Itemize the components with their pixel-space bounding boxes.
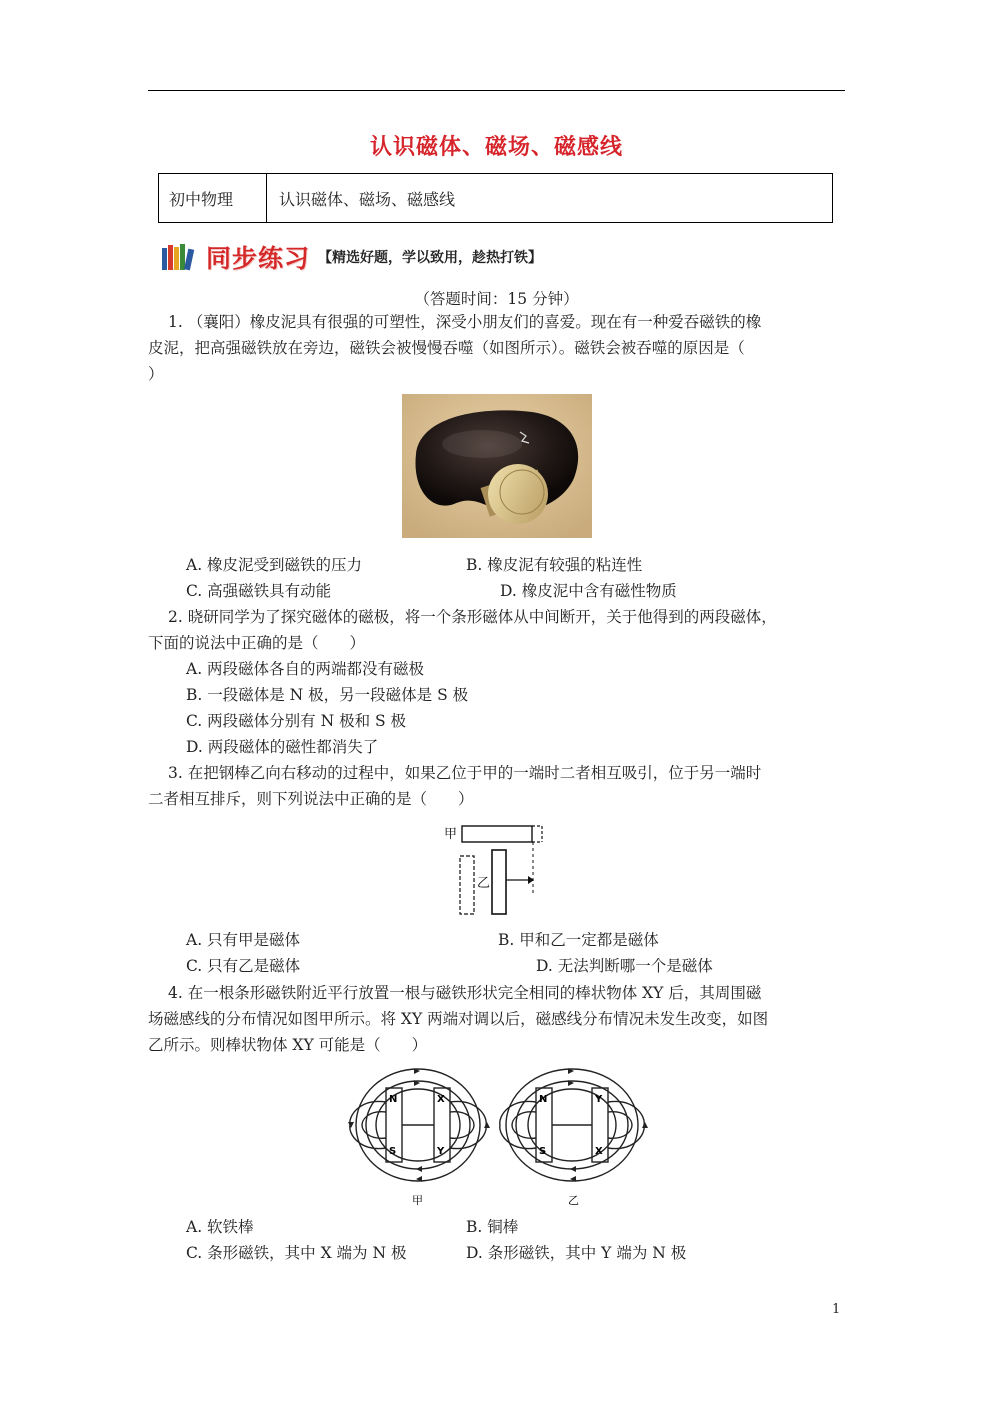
jia-x-label: X <box>437 1094 445 1105</box>
q2-option-b: B. 一段磁体是 N 极，另一段磁体是 S 极 <box>186 686 469 704</box>
yi-s-label: S <box>539 1146 547 1157</box>
yi-n-label: N <box>539 1094 548 1105</box>
q2-line-1: 2. 晓研同学为了探究磁体的磁极，将一个条形磁体从中间断开，关于他得到的两段磁体， <box>168 608 777 626</box>
q1-option-c: C. 高强磁铁具有动能 <box>186 582 332 600</box>
q4-line-3: 乙所示。则棒状物体 XY 可能是（ ） <box>148 1036 428 1054</box>
q4-line-2: 场磁感线的分布情况如图甲所示。将 XY 两端对调以后，磁感线分布情况未发生改变，如图 <box>148 1010 769 1028</box>
jia-n-label: N <box>389 1094 398 1105</box>
question-1 <box>148 309 850 387</box>
q2-option-c: C. 两段磁体分别有 N 极和 S 极 <box>186 712 407 730</box>
banner-tag: 【精选好题，学以致用，趁热打铁】 <box>318 250 543 266</box>
field-figure-yi <box>500 1068 648 1207</box>
page-title: 认识磁体、磁场、磁感线 <box>369 134 623 160</box>
field-figure-jia <box>350 1069 486 1181</box>
q3-option-a: A. 只有甲是磁体 <box>186 931 301 949</box>
q2-line-2: 下面的说法中正确的是（ ） <box>148 634 366 652</box>
q3-line-2: 二者相互排斥，则下列说法中正确的是（ ） <box>148 790 474 808</box>
question-2 <box>148 604 850 656</box>
field-lines-diagram <box>342 1062 652 1212</box>
practice-banner <box>160 237 630 277</box>
q1-option-a: A. 橡皮泥受到磁铁的压力 <box>186 556 363 574</box>
q4-line-1: 4. 在一根条形磁铁附近平行放置一根与磁铁形状完全相同的棒状物体 XY 后，其周围磁 <box>168 984 762 1002</box>
page-number: 1 <box>832 1302 841 1317</box>
q2-option-a: A. 两段磁体各自的两端都没有磁极 <box>186 660 425 678</box>
jia-s-label: S <box>389 1146 397 1157</box>
yi-x-label: X <box>595 1146 603 1157</box>
q4-option-b: B. 铜棒 <box>466 1218 519 1236</box>
q1-line-3: ） <box>148 365 164 383</box>
q3-option-d: D. 无法判断哪一个是磁体 <box>536 957 713 975</box>
q2-option-d: D. 两段磁体的磁性都消失了 <box>186 738 379 756</box>
question-4 <box>148 980 850 1058</box>
header-rule <box>148 90 845 91</box>
q1-option-b: B. 橡皮泥有较强的粘连性 <box>466 556 643 574</box>
label-jia: 甲 <box>444 827 458 842</box>
q3-option-b: B. 甲和乙一定都是磁体 <box>498 931 659 949</box>
q3-line-1: 3. 在把钢棒乙向右移动的过程中，如果乙位于甲的一端时二者相互吸引，位于另一端时 <box>168 764 762 782</box>
q1-option-d: D. 橡皮泥中含有磁性物质 <box>500 582 677 600</box>
label-yi: 乙 <box>477 876 491 891</box>
q1-line-1: 1. （襄阳）橡皮泥具有很强的可塑性，深受小朋友们的喜爱。现在有一种爱吞磁铁的橡 <box>168 313 762 331</box>
books-icon <box>160 242 200 272</box>
jia-y-label: Y <box>437 1146 445 1157</box>
putty-magnet-photo <box>402 394 592 538</box>
rod-diagram <box>440 820 550 920</box>
q3-option-c: C. 只有乙是磁体 <box>186 957 301 975</box>
info-subject: 初中物理 <box>159 174 267 222</box>
q4-option-a: A. 软铁棒 <box>186 1218 254 1236</box>
info-table <box>158 173 833 223</box>
label-fig-jia: 甲 <box>412 1194 423 1207</box>
label-fig-yi: 乙 <box>568 1194 579 1207</box>
yi-y-label: Y <box>595 1094 603 1105</box>
timer-note: （答题时间：15 分钟） <box>414 290 579 308</box>
info-topic: 认识磁体、磁场、磁感线 <box>279 189 456 209</box>
q4-option-c: C. 条形磁铁，其中 X 端为 N 极 <box>186 1244 407 1262</box>
q1-line-2: 皮泥，把高强磁铁放在旁边，磁铁会被慢慢吞噬（如图所示）。磁铁会被吞噬的原因是（ <box>148 339 745 357</box>
q4-option-d: D. 条形磁铁，其中 Y 端为 N 极 <box>466 1244 687 1262</box>
question-3 <box>148 760 850 812</box>
banner-label: 同步练习 <box>206 244 311 273</box>
